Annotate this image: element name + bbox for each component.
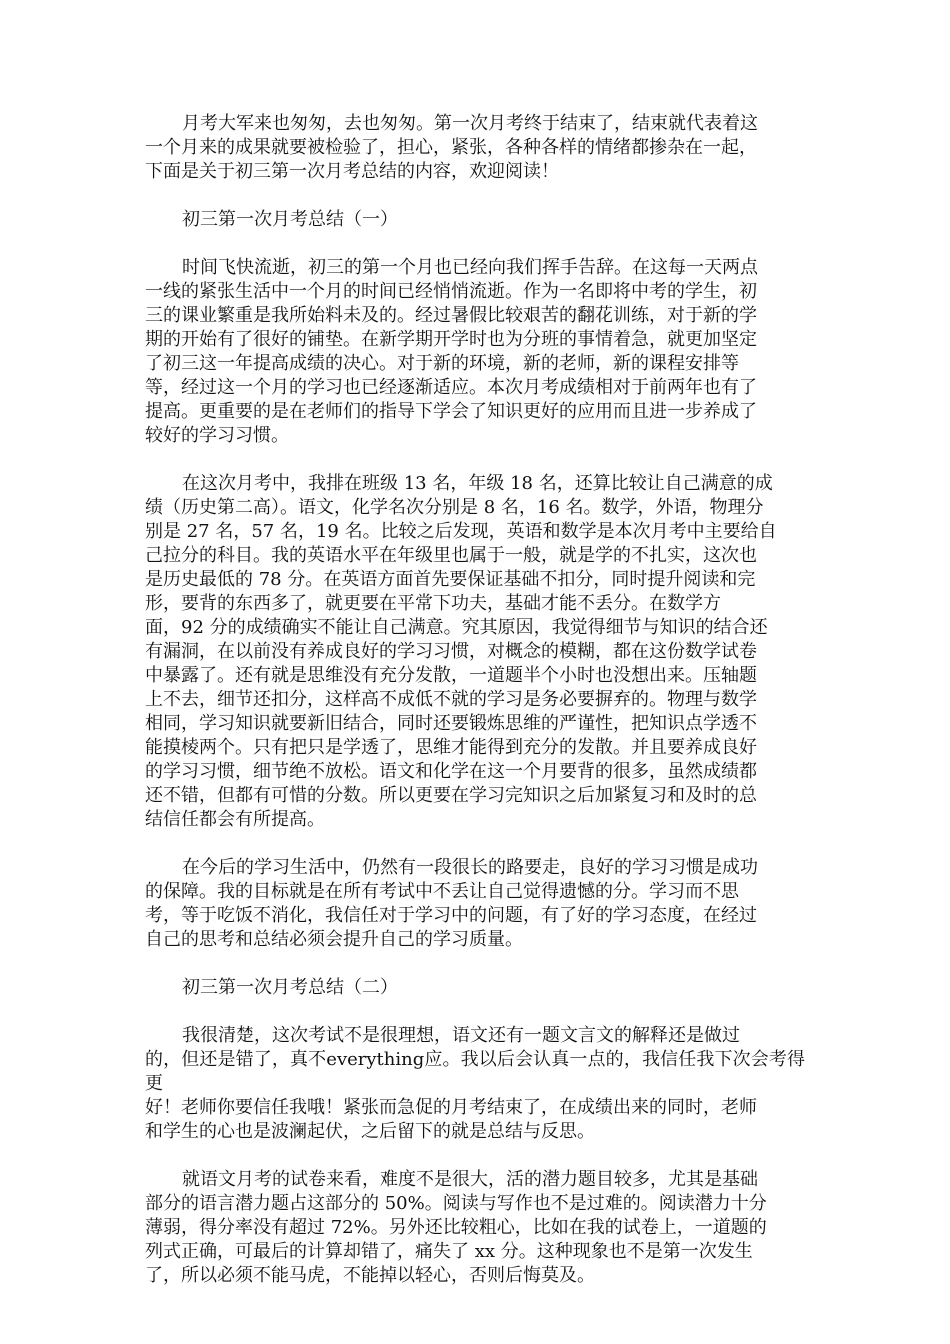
section-1-paragraph-1: 时间飞快流逝，初三的第一个月也已经向我们挥手告辞。在这每一天两点 一线的紧张生活中一个月的时间已经悄悄流逝。作为一名即将中考的学生，初 三的课业繁重是我所始料未及的。经过暑假比较艰苦的翻花训练，对于新的学 期的开始有了很好的铺垫。在新学期开学时也为分班的事情着急，就更加坚定 了初三这一年提高成绩的决心。对于新的环境，新的老师，新的课程安排等 等，经过这一个月的学习也已经逐渐适应。本次月考成绩相对于前两年也有了 提高。更重要的是在老师们的指导下学会了知识更好的应用而且进一步养成了 较好的学习习惯。 bbox=[145, 257, 758, 446]
section-2-paragraph-2: 就语文月考的试卷来看，难度不是很大，活的潜力题目较多，尤其是基础 部分的语言潜力题占这部分的 50%。阅读与写作也不是过难的。阅读潜力十分 薄弱，得分率没有超过 72%。另外还比较粗心，比如在我的试卷上，一道题的 列式正确，可最后的计算却错了，痛失了 xx 分。这种现象也不是第一次发生 了，所以必须不能马虎，不能掉以轻心，否则后悔莫及。 bbox=[145, 1169, 767, 1286]
section-1-paragraph-2: 在这次月考中，我排在班级 13 名，年级 18 名，还算比较让自己满意的成 绩（历史第二高）。语文，化学名次分别是 8 名，16 名。数学，外语，物理分 别是 27 名，57 名，19 名。比较之后发现，英语和数学是本次月考中主要给自 己拉分的科目。我的英语水平在年级里也属于一般，就是学的不扎实，这次也 是历史最低的 78 分。在英语方面首先要保证基础不扣分，同时提升阅读和完 形，要背的东西多了，就更要在平常下功夫，基础才能不丢分。在数学方 面，92 分的成绩确实不能让自己满意。究其原因，我觉得细节与知识的结合还 有漏洞，在以前没有养成良好的学习习惯，对概念的模糊，都在这份数学试卷 中暴露了。还有就是思维没有充分发散，一道题半个小时也没想出来。压轴题 上不去，细节还扣分，这样高不成低不就的学习是务必要摒弃的。物理与数学 相同，学习知识就要新旧结合，同时还要锻炼思维的严谨性，把知识点学透不 能摸棱两个。只有把只是学透了，思维才能得到充分的发散。并且要养成良好 的学习习惯，细节绝不放松。语文和化学在这一个月要背的很多，虽然成绩都 还不错，但都有可惜的分数。所以更要在学习完知识之后加紧复习和及时的总 结信任都会有所提高。 bbox=[145, 473, 777, 830]
section-1-paragraph-3: 在今后的学习生活中，仍然有一段很长的路要走，良好的学习习惯是成功 的保障。我的目标就是在所有考试中不丢让自己觉得遗憾的分。学习而不思 考，等于吃饭不消化，我信任对于学习中的问题，有了好的学习态度，在经过 自己的思考和总结必须会提升自己的学习质量。 bbox=[145, 857, 758, 950]
section-2-title: 初三第一次月考总结（二） bbox=[182, 977, 398, 998]
intro-paragraph: 月考大军来也匆匆，去也匆匆。第一次月考终于结束了，结束就代表着这 一个月来的成果就要被检验了，担心，紧张，各种各样的情绪都掺杂在一起， 下面是关于初三第一次月考总结的内容，欢迎阅读！ bbox=[145, 113, 758, 182]
section-2-paragraph-1: 我很清楚，这次考试不是很理想，语文还有一题文言文的解释还是做过 的，但还是错了，真不everything应。我以后会认真一点的，我信任我下次会考得更 好！老师你要信任我哦！紧张而急促的月考结束了，在成绩出来的同时，老师 和学生的心也是波澜起伏，之后留下的就是总结与反思。 bbox=[145, 1025, 805, 1142]
document-page bbox=[145, 112, 805, 1312]
section-1-title: 初三第一次月考总结（一） bbox=[182, 209, 398, 230]
